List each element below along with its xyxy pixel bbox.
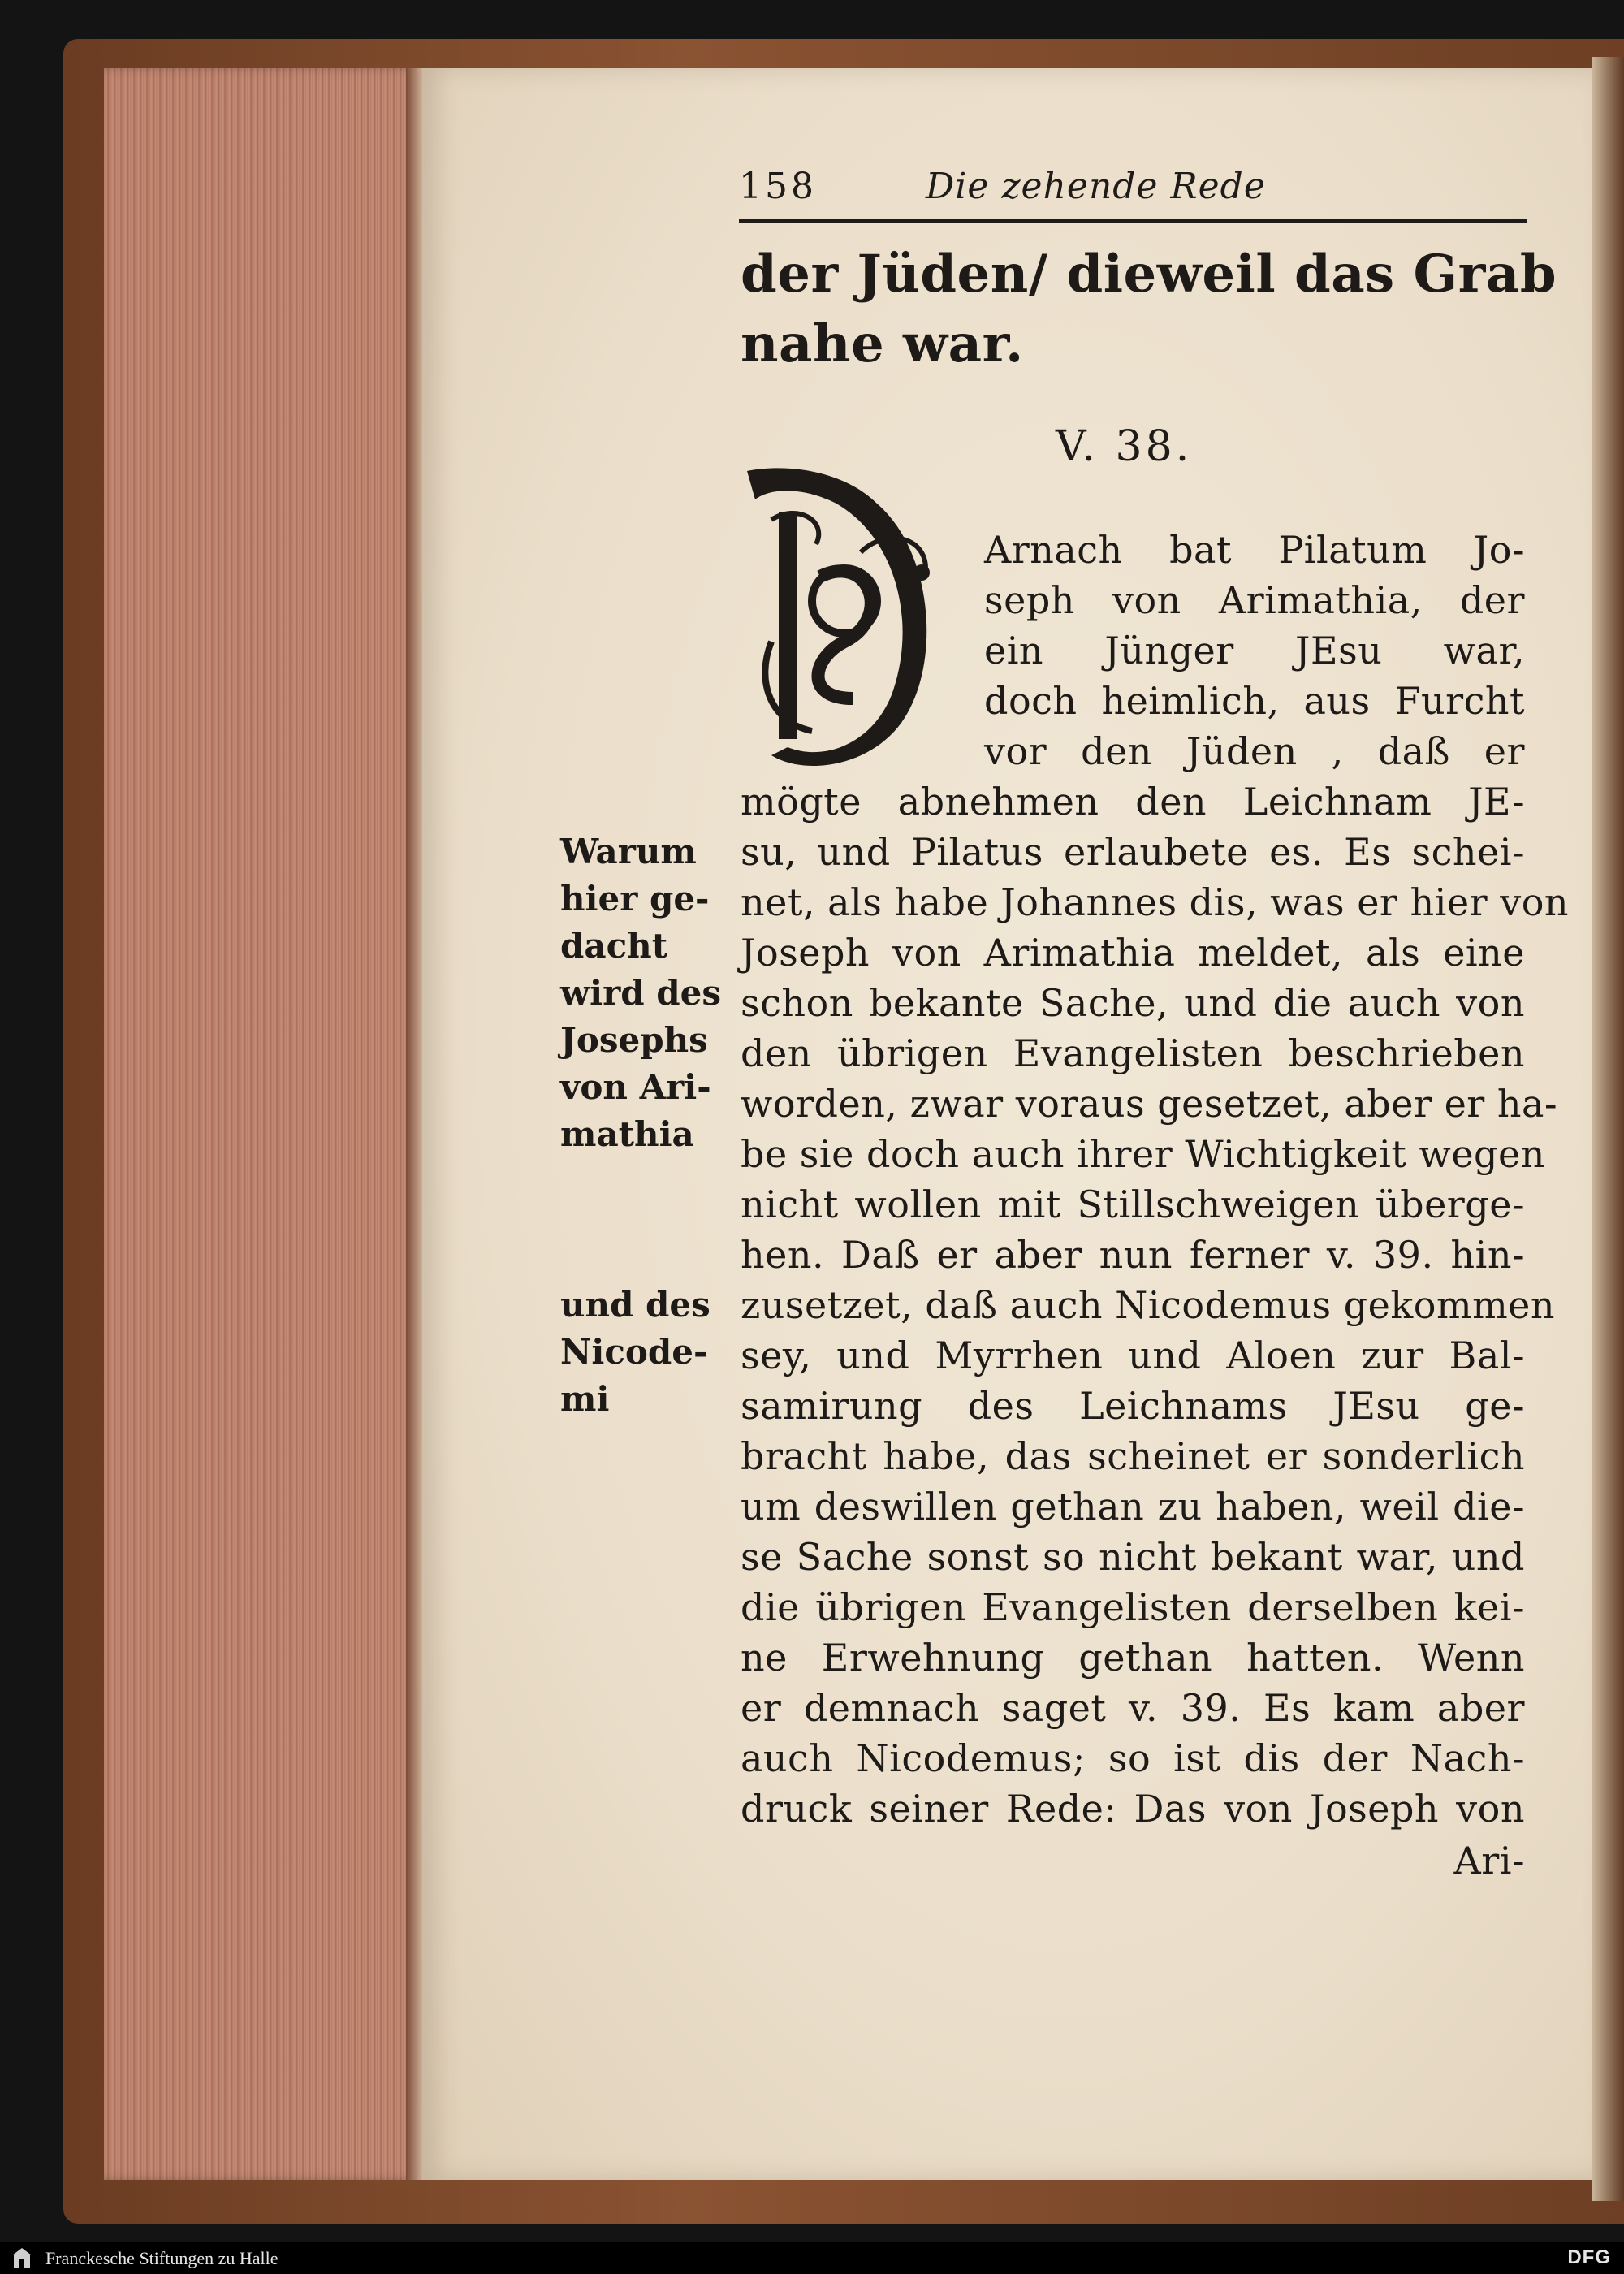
dfg-logo: DFG [1567, 2246, 1611, 2268]
text-line: mögte abnehmen den Leichnam JE- [741, 780, 1525, 824]
text-line: samirung des Leichnams JEsu ge- [741, 1384, 1525, 1428]
book-right-edge [1592, 57, 1624, 2201]
text-line: hen. Daß er aber nun ferner v. 39. hin- [741, 1233, 1525, 1277]
margin-note-line: hier ge- [560, 879, 710, 919]
text-line: zusetzet, daß auch Nicodemus gekommen [741, 1283, 1556, 1327]
text-line: se Sache sonst so nicht bekant war, und [741, 1535, 1525, 1579]
institution-name: Franckesche Stiftungen zu Halle [45, 2248, 279, 2268]
margin-note-line: von Ari- [560, 1067, 711, 1107]
running-head: Die zehende Rede [926, 166, 1266, 207]
margin-note-line: wird des [560, 973, 721, 1013]
verse-marker: V. 38. [1056, 422, 1193, 471]
text-line: Joseph von Arimathia meldet, als eine [741, 931, 1525, 975]
text-line: auch Nicodemus; so ist dis der Nach- [741, 1736, 1525, 1780]
text-line: nicht wollen mit Stillschweigen überge- [741, 1182, 1525, 1226]
dropcap-line: doch heimlich, aus Furcht [984, 679, 1525, 723]
text-line: bracht habe, das scheinet er sonderlich [741, 1434, 1525, 1478]
margin-note-line: Nicode- [560, 1332, 708, 1372]
text-line: be sie doch auch ihrer Wichtigkeit wegen [741, 1132, 1545, 1176]
margin-note-line: mathia [560, 1114, 694, 1154]
margin-note [560, 828, 723, 1158]
page-gutter [406, 68, 424, 2180]
intro-line: der Jüden/ dieweil das Grab [741, 244, 1557, 305]
page-header [739, 162, 1527, 223]
text-line: sey, und Myrrhen und Aloen zur Bal- [741, 1334, 1525, 1377]
catchword: Ari- [1453, 1839, 1525, 1883]
text-line: ne Erwehnung gethan hatten. Wenn [741, 1636, 1525, 1680]
margin-note-line: Josephs [560, 1020, 708, 1060]
institution-logo-icon [11, 2246, 32, 2269]
dropcap-line: seph von Arimathia, der [984, 578, 1525, 622]
text-line: um deswillen gethan zu haben, weil die- [741, 1485, 1525, 1528]
text-line: su, und Pilatus erlaubete es. Es schei- [741, 830, 1525, 874]
drop-cap [739, 455, 983, 780]
text-line: worden, zwar voraus gesetzet, aber er ha- [741, 1082, 1557, 1126]
svg-text:D: D [739, 455, 740, 456]
text-line: den übrigen Evangelisten beschrieben [741, 1031, 1525, 1075]
page-number: 158 [739, 166, 817, 207]
margin-note [560, 1282, 723, 1423]
text-line: net, als habe Johannes dis, was er hier von [741, 880, 1570, 924]
dropcap-line: Arnach bat Pilatum Jo- [984, 528, 1525, 572]
ornamental-initial-icon [739, 455, 983, 780]
dropcap-line: ein Jünger JEsu war, [984, 629, 1525, 672]
text-line: druck seiner Rede: Das von Joseph von [741, 1787, 1525, 1831]
margin-note-line: mi [560, 1379, 610, 1419]
intro-line: nahe war. [741, 313, 1024, 374]
margin-note-line: dacht [560, 926, 668, 966]
margin-note-line: Warum [560, 832, 697, 871]
page-edge-block [104, 68, 422, 2180]
footer-bar [0, 2242, 1624, 2274]
dropcap-line: vor den Jüden , daß er [984, 729, 1525, 773]
text-line: schon bekante Sache, und die auch von [741, 981, 1525, 1025]
text-line: die übrigen Evangelisten derselben kei- [741, 1585, 1525, 1629]
text-line: er demnach saget v. 39. Es kam aber [741, 1686, 1525, 1730]
margin-note-line: und des [560, 1285, 710, 1325]
